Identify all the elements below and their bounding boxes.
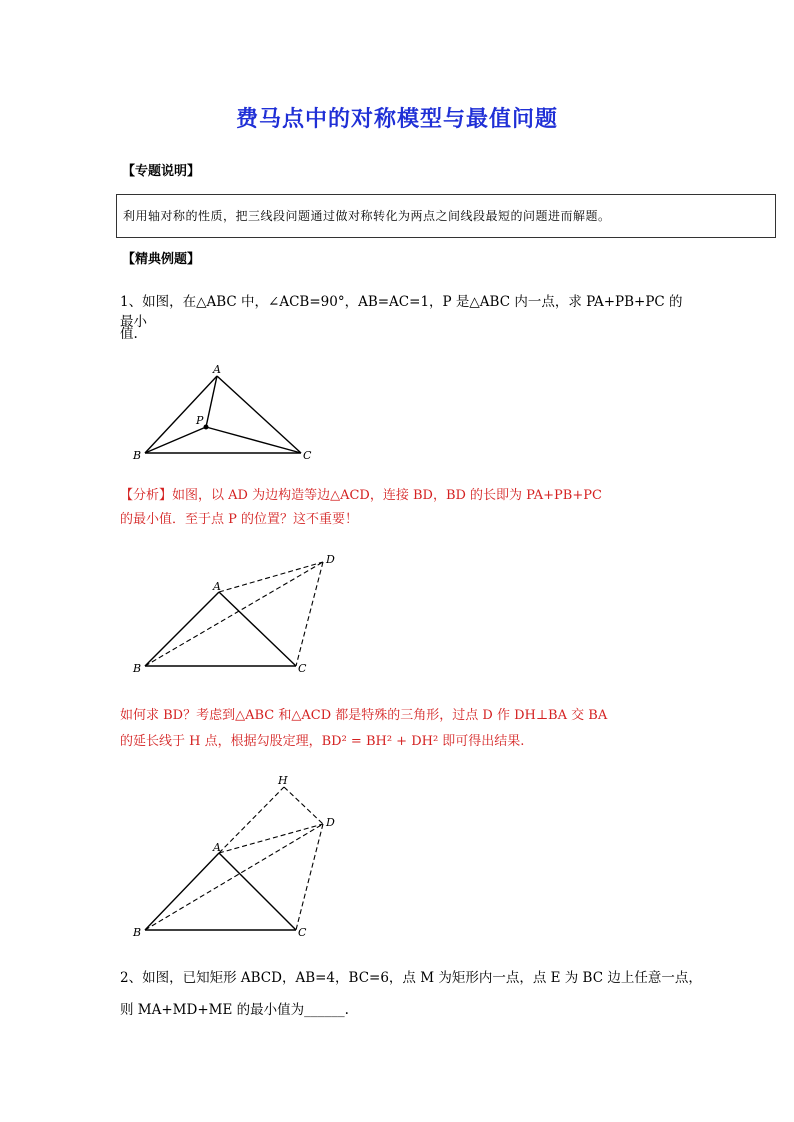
point-p <box>204 425 209 430</box>
segment-pa <box>206 376 217 427</box>
segment-bd-dashed <box>145 562 323 666</box>
topic-box <box>116 194 776 238</box>
label-d: D <box>326 553 335 566</box>
question-1-body: 中，∠ACB=90°，AB=AC=1，P 是△ABC 内一点，求 PA+PB+PC 的最小 <box>120 294 683 330</box>
explain-line-1: 如何求 BD？考虑到△ABC 和△ACD 都是特殊的三角形，过点 D 作 DH⊥BA 交 BA <box>120 708 608 723</box>
section-topic-heading: 【专题说明】 <box>122 164 201 179</box>
question-1-line-1 <box>120 292 690 332</box>
segment-ab <box>145 376 217 453</box>
segment-cd-dashed <box>296 824 323 930</box>
question-1-line-2: 值. <box>120 326 138 342</box>
question-1-triangle: △ABC <box>196 294 237 310</box>
segment-ac <box>219 592 296 666</box>
label-h: H <box>278 774 288 787</box>
explain-line-2: 的延长线于 H 点，根据勾股定理，BD² = BH² + DH² 即可得出结果. <box>120 734 525 749</box>
segment-ac <box>219 853 296 930</box>
label-p: P <box>196 414 204 427</box>
analysis-line-2: 的最小值．至于点 P 的位置？这不重要！ <box>120 512 359 527</box>
figure-3 <box>126 772 346 938</box>
section-examples-heading: 【精典例题】 <box>122 252 201 267</box>
analysis-line-1: 【分析】如图，以 AD 为边构造等边△ACD，连接 BD，BD 的长即为 PA+PB+PC <box>120 488 602 503</box>
figure-1 <box>126 360 326 464</box>
label-a: A <box>213 580 221 593</box>
label-b: B <box>133 926 142 938</box>
segment-ad-dashed <box>219 824 323 853</box>
segment-pb <box>145 427 206 453</box>
page-title: 费马点中的对称模型与最值问题 <box>235 107 558 132</box>
question-2-line-1: 2、如图，已知矩形 ABCD，AB=4，BC=6，点 M 为矩形内一点，点 E 为 BC 边上任意一点， <box>120 970 702 986</box>
question-1-prefix: 1、如图，在 <box>120 294 197 310</box>
figure-2 <box>126 552 346 676</box>
segment-ah-dashed <box>219 787 284 853</box>
segment-hd-dashed <box>284 787 323 824</box>
label-d: D <box>326 816 335 829</box>
topic-text: 利用轴对称的性质，把三线段问题通过做对称转化为两点之间线段最短的问题进而解题。 <box>123 209 611 223</box>
label-c: C <box>303 449 312 462</box>
segment-bd-dashed <box>145 824 323 930</box>
segment-cd-dashed <box>296 562 323 666</box>
label-a: A <box>213 363 221 376</box>
label-c: C <box>298 662 307 675</box>
segment-ab <box>145 853 219 930</box>
label-b: B <box>133 449 142 462</box>
question-2-line-2: 则 MA+MD+ME 的最小值为______. <box>120 1002 349 1018</box>
label-a: A <box>213 841 221 854</box>
label-c: C <box>298 926 307 938</box>
label-b: B <box>133 662 142 675</box>
segment-ad-dashed <box>219 562 323 592</box>
